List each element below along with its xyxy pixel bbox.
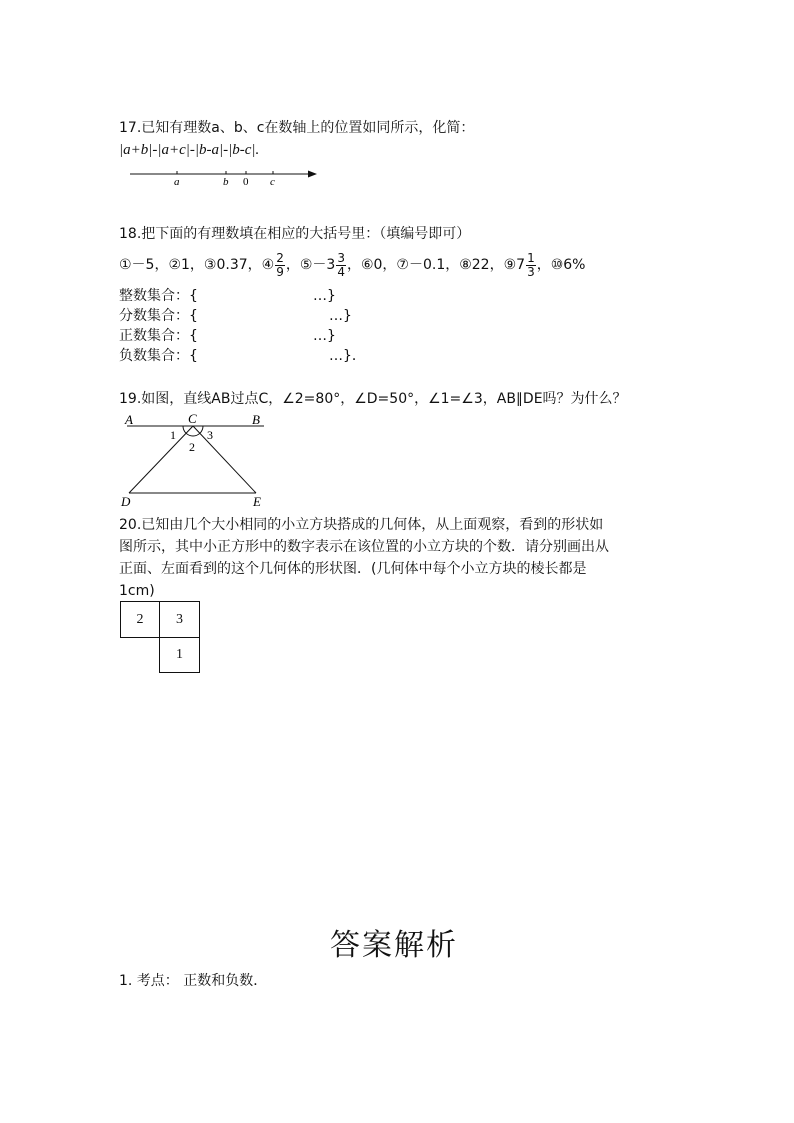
grid-cell-3: 3 bbox=[159, 601, 200, 638]
fraction-3-4: $\frac{3}{4}$ bbox=[337, 250, 345, 279]
answer-1: 1. 考点： 正数和负数． bbox=[119, 973, 268, 989]
label-b: b bbox=[223, 176, 229, 188]
label-D: D bbox=[121, 494, 131, 509]
q20-line3: 正面、左面看到的这个几何体的形状图．(几何体中每个小立方块的棱长都是 bbox=[119, 561, 587, 577]
line-ce bbox=[193, 426, 256, 493]
label-zero: 0 bbox=[243, 176, 249, 188]
label-angle-2: 2 bbox=[189, 440, 195, 454]
q18-items bbox=[119, 248, 585, 282]
q17-text: 17.已知有理数a、b、c在数轴上的位置如同所示，化简： bbox=[119, 120, 475, 136]
q20-line1: 20.已知由几个大小相同的小立方块搭成的几何体，从上面观察，看到的形状如 bbox=[119, 517, 604, 533]
set-negative-label: 负数集合：{ bbox=[119, 348, 198, 364]
label-B: B bbox=[252, 412, 260, 427]
set-negative-end: …}． bbox=[329, 348, 366, 364]
q18-item-10: ，⑩6% bbox=[536, 257, 586, 273]
number-line-arrow-icon bbox=[308, 171, 317, 178]
label-A: A bbox=[125, 412, 133, 427]
line-cd bbox=[129, 426, 193, 493]
q18-text: 18.把下面的有理数填在相应的大括号里：（填编号即可） bbox=[119, 226, 471, 242]
q17-expression: |a+b|-|a+c|-|b-a|-|b-c|. bbox=[119, 142, 260, 158]
set-integers-label: 整数集合：{ bbox=[119, 288, 198, 304]
answers-title: 答案解析 bbox=[330, 928, 458, 963]
set-integers-end: …} bbox=[313, 288, 336, 304]
set-positive-end: …} bbox=[313, 328, 336, 344]
q19-text: 19.如图，直线AB过点C，∠2=80°，∠D=50°，∠1=∠3，AB∥DE吗？为什么？ bbox=[119, 391, 627, 407]
fraction-1-3: $\frac{1}{3}$ bbox=[527, 250, 535, 279]
q19-figure bbox=[119, 409, 279, 509]
q18-item-5: ，⑤－3 bbox=[285, 257, 336, 273]
q18-item-1to4: ①－5，②1，③0.37，④ bbox=[119, 257, 275, 273]
q20-line2: 图所示，其中小正方形中的数字表示在该位置的小立方块的个数．请分别画出从 bbox=[119, 539, 609, 555]
label-E: E bbox=[253, 494, 261, 509]
angle-arc bbox=[183, 426, 203, 436]
fraction-2-9: $\frac{2}{9}$ bbox=[276, 250, 284, 279]
label-angle-1: 1 bbox=[170, 428, 176, 442]
grid-cell-2: 2 bbox=[120, 601, 160, 638]
q20-line4: 1cm) bbox=[119, 583, 155, 599]
grid-cell-1: 1 bbox=[159, 637, 200, 673]
label-angle-3: 3 bbox=[207, 428, 213, 442]
number-line bbox=[125, 164, 325, 190]
set-fractions-end: …} bbox=[329, 308, 352, 324]
label-c: c bbox=[270, 176, 275, 188]
set-fractions-label: 分数集合：{ bbox=[119, 308, 198, 324]
q18-item-6to9: ，⑥0，⑦－0.1，⑧22，⑨7 bbox=[346, 257, 526, 273]
set-positive-label: 正数集合：{ bbox=[119, 328, 198, 344]
label-a: a bbox=[174, 176, 180, 188]
label-C: C bbox=[188, 411, 197, 426]
